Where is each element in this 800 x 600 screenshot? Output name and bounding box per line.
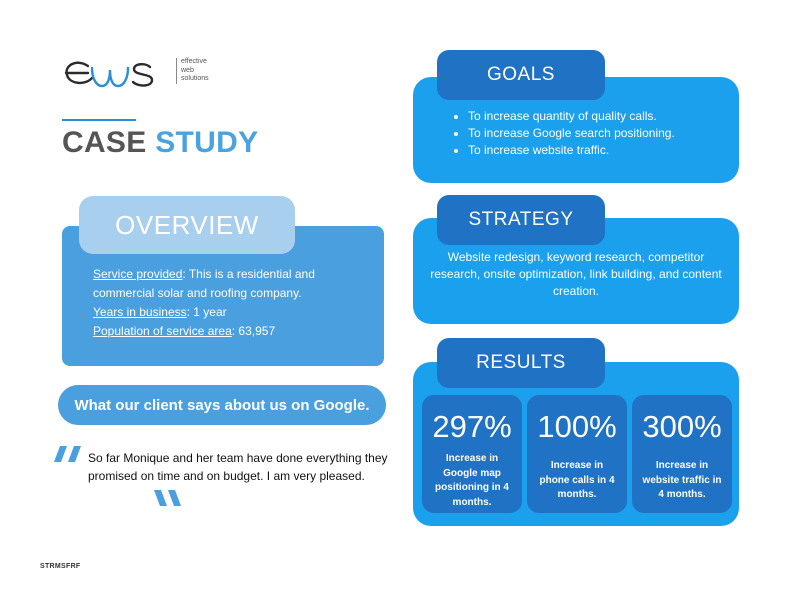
goals-list	[452, 108, 675, 159]
stat-card-phone-calls	[527, 395, 627, 513]
quote-open-icon	[54, 446, 82, 462]
strategy-text: Website redesign, keyword research, competitor research, onsite optimization, link building, and content creation.	[430, 250, 722, 298]
stat-value: 300%	[642, 409, 722, 444]
stat-card-map-positioning	[422, 395, 522, 513]
stat-description: Increase in phone calls in 4 months.	[539, 460, 615, 500]
stat-description: Increase in Google map positioning in 4 months.	[435, 453, 509, 508]
years-in-business: Years in business: 1 year	[93, 305, 227, 319]
stat-card-website-traffic	[632, 395, 732, 513]
strategy-heading: STRATEGY	[437, 195, 605, 245]
stat-value: 100%	[537, 409, 617, 444]
ews-logo-mark	[62, 56, 172, 92]
goal-item: • To increase quantity of quality calls.	[468, 108, 675, 125]
title-divider	[62, 119, 136, 121]
goal-item: • To increase website traffic.	[468, 142, 675, 159]
goal-item: • To increase Google search positioning.	[468, 125, 675, 142]
overview-details	[93, 265, 375, 341]
client-says-heading: What our client says about us on Google.	[58, 385, 386, 425]
results-heading: RESULTS	[437, 338, 605, 388]
overview-heading: OVERVIEW	[79, 196, 295, 254]
goals-heading: GOALS	[437, 50, 605, 100]
service-provided: Service provided: This is a residential and commercial solar and roofing company.	[93, 267, 315, 300]
population-of-service-area: Population of service area: 63,957	[93, 324, 276, 338]
page-title: CASE STUDY	[62, 126, 259, 159]
logo-tagline: effective web solutions	[176, 58, 209, 84]
client-testimonial: So far Monique and her team have done everything they promised on time and on budget. I am very pleased.	[88, 451, 388, 483]
stat-description: Increase in website traffic in 4 months.	[642, 460, 722, 500]
quote-close-icon	[154, 490, 182, 506]
stat-value: 297%	[432, 409, 512, 444]
footer-code: STRMSFRF	[40, 563, 81, 570]
ews-logo	[62, 56, 232, 92]
